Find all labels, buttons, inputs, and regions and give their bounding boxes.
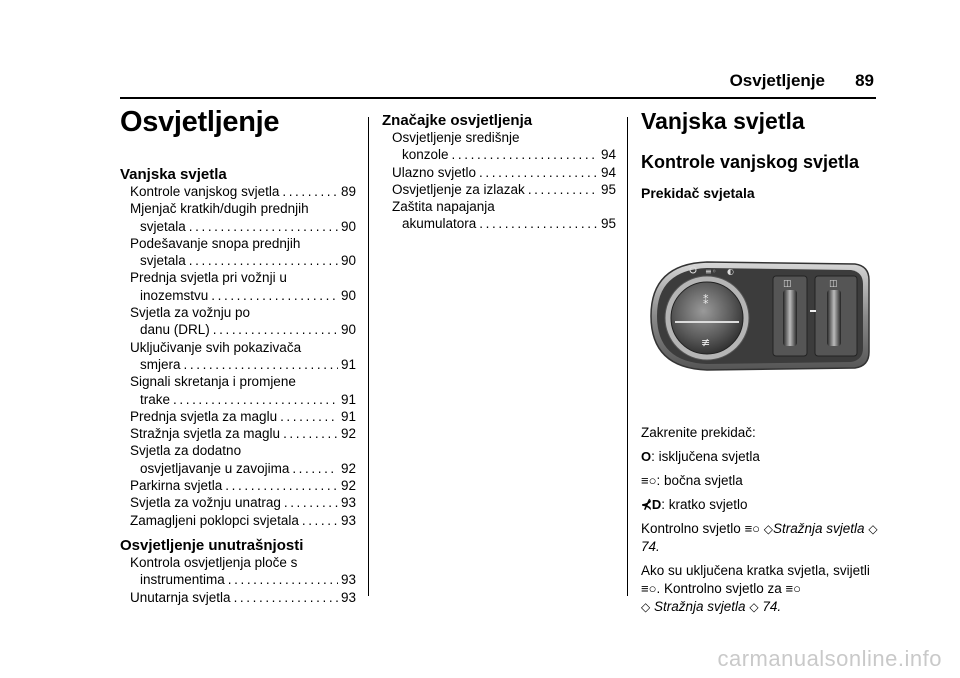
- toc-entry-line: [392, 181, 616, 198]
- toc-leader-dots: [234, 589, 338, 606]
- subsection-heading: Kontrole vanjskog svjetla: [641, 152, 860, 172]
- toc-entry[interactable]: [382, 164, 616, 181]
- toc-entry[interactable]: [120, 235, 356, 270]
- toc-leader-dots: [184, 356, 338, 373]
- section-heading: Vanjska svjetla: [641, 108, 805, 134]
- toc-entry-text: Parkirna svjetla: [130, 478, 223, 494]
- toc-entry-page: 92: [340, 478, 356, 494]
- low-beam-line: [641, 496, 881, 514]
- toc-entry-text: danu (DRL): [140, 322, 210, 338]
- toc-leader-dots: [479, 164, 598, 181]
- toc-entry-text: Svjetla za vožnju unatrag: [130, 495, 281, 511]
- xref-label[interactable]: Stražnja svjetla: [773, 521, 865, 536]
- toc-entry[interactable]: [120, 183, 356, 200]
- toc-entry-page: 94: [600, 164, 616, 180]
- toc-leader-dots: [189, 218, 338, 235]
- toc-entry-text: Unutarnja svjetla: [130, 589, 231, 605]
- toc-entry-text: konzole: [402, 147, 449, 163]
- low-beam-para-text-a: Ako su uključena kratka svjetla, svijetli: [641, 563, 870, 578]
- toc-entry-line: [130, 477, 356, 494]
- toc-leader-dots: [280, 408, 338, 425]
- toc-entry-text: Kontrola osvjetljenja ploče s: [130, 554, 298, 570]
- sidelight-text: : bočna svjetla: [656, 473, 743, 488]
- watermark: carmanualsonline.info: [717, 646, 942, 671]
- toc-entry-page: 94: [600, 147, 616, 163]
- toc-entry[interactable]: [120, 339, 356, 374]
- toc-entry-line: [130, 571, 356, 588]
- toc-leader-dots: [528, 181, 598, 198]
- toc-entry[interactable]: [382, 181, 616, 198]
- xref-label[interactable]: Stražnja svjetla: [654, 599, 746, 614]
- toc-entry-line: [130, 356, 356, 373]
- off-position-text: : isključena svjetla: [651, 449, 760, 464]
- toc-section-heading: Osvjetljenje unutrašnjosti: [120, 536, 304, 554]
- toc-entry-page: 95: [600, 216, 616, 232]
- toc-entry-text: Osvjetljenje središnje: [392, 130, 520, 145]
- toc-leader-dots: [302, 512, 338, 529]
- xref-page[interactable]: 74: [641, 539, 657, 554]
- toc-entry-line: [130, 512, 356, 529]
- toc-col1-container: [120, 166, 356, 606]
- toc-entry-line: [130, 460, 356, 477]
- toc-entry-text: Podešavanje snopa prednjih: [130, 235, 301, 251]
- toc-entry-text: Ulazno svjetlo: [392, 164, 477, 180]
- toc-section-heading: Značajke osvjetljenja: [382, 112, 533, 129]
- toc-leader-dots: [479, 215, 598, 232]
- low-beam-icon: ⊀D: [641, 497, 662, 512]
- toc-leader-dots: [284, 494, 338, 511]
- indicator-paragraph: Kontrolno svjetlo ≡○ ◇Stražnja svjetla ◇ 74.: [641, 521, 878, 554]
- sidelight-icon: ≡○: [641, 581, 657, 596]
- light-switch-figure: [645, 256, 873, 376]
- toc-entry-text: Prednja svjetla za maglu: [130, 408, 278, 424]
- toc-entry-page: 92: [340, 426, 356, 442]
- toc-list: [120, 183, 356, 529]
- toc-entry[interactable]: [120, 425, 356, 442]
- toc-entry-page: 93: [340, 495, 356, 511]
- toc-entry[interactable]: [120, 200, 356, 235]
- toc-entry-text: Svjetla za vožnju po: [130, 305, 251, 321]
- toc-entry-text: Zaštita napajanja: [392, 199, 495, 215]
- toc-leader-dots: [228, 571, 338, 588]
- toc-entry-text: Svjetla za dodatno: [130, 443, 242, 459]
- toc-entry-page: 93: [340, 589, 356, 605]
- toc-entry-line: [130, 425, 356, 442]
- toc-entry[interactable]: [120, 408, 356, 425]
- toc-entry-page: 93: [340, 572, 356, 588]
- toc-leader-dots: [189, 252, 338, 269]
- toc-entry-line: [130, 252, 356, 269]
- column-divider-right: [627, 117, 628, 596]
- toc-entry-line: [392, 164, 616, 181]
- toc-entry-text: Kontrole vanjskog svjetla: [130, 184, 280, 199]
- toc-leader-dots: [282, 183, 338, 200]
- toc-leader-dots: [213, 321, 338, 338]
- toc-entry-page: 91: [340, 356, 356, 372]
- toc-entry[interactable]: [382, 198, 616, 233]
- sidelight-icon: ≡○: [744, 521, 760, 536]
- low-beam-paragraph: Ako su uključena kratka svjetla, svijetli ≡○. Kontrolno svjetlo za ≡○ ◇ Stražnja svjetla ◇ 74.: [641, 563, 870, 614]
- toc-entry[interactable]: [120, 269, 356, 304]
- topic-heading: Prekidač svjetala: [641, 185, 755, 201]
- toc-entry-text: Osvjetljenje za izlazak: [392, 181, 525, 197]
- xref-arrow-icon: ◇: [641, 600, 651, 614]
- sidelight-icon: ≡○: [785, 581, 801, 596]
- sidelight-line: [641, 472, 881, 490]
- intro-paragraph: Zakrenite prekidač:: [641, 425, 756, 440]
- toc-entry[interactable]: [120, 554, 356, 589]
- toc-list: [120, 554, 356, 606]
- xref-page[interactable]: 74: [762, 599, 778, 614]
- toc-entry-line: [392, 146, 616, 163]
- toc-entry-page: 91: [340, 391, 356, 407]
- svg-text:⁑: ⁑: [703, 294, 709, 307]
- svg-text:◐: ◐: [727, 267, 734, 276]
- toc-entry-line: [392, 215, 616, 232]
- toc-entry-line: [130, 589, 356, 606]
- toc-entry-line: [130, 494, 356, 511]
- toc-entry-text: svjetala: [140, 218, 186, 234]
- toc-entry[interactable]: [120, 442, 356, 477]
- toc-entry[interactable]: [120, 494, 356, 511]
- toc-entry-page: 93: [340, 512, 356, 528]
- toc-entry-page: 90: [340, 218, 356, 234]
- toc-entry-text: svjetala: [140, 253, 186, 269]
- toc-entry-page: 91: [340, 408, 356, 424]
- toc-entry-text: akumulatora: [402, 216, 477, 232]
- toc-entry[interactable]: [120, 512, 356, 529]
- toc-column-2: [382, 112, 616, 233]
- toc-entry-line: [130, 408, 356, 425]
- toc-entry-line: [130, 218, 356, 235]
- toc-entry-page: 95: [600, 181, 616, 197]
- toc-entry[interactable]: [120, 373, 356, 408]
- off-symbol: O: [641, 449, 652, 464]
- toc-entry[interactable]: [382, 129, 616, 164]
- svg-text:≢: ≢: [701, 336, 711, 349]
- toc-leader-dots: [292, 460, 338, 477]
- toc-entry-text: inozemstvu: [140, 287, 209, 303]
- low-beam-para-text-b: . Kontrolno svjetlo za: [656, 581, 786, 596]
- toc-column-1: [120, 106, 356, 606]
- column-divider: [368, 117, 369, 596]
- chapter-title: Osvjetljenje: [120, 106, 280, 138]
- svg-text:≡◦: ≡◦: [705, 267, 717, 276]
- svg-text:◫: ◫: [783, 279, 792, 289]
- toc-leader-dots: [225, 477, 338, 494]
- toc-leader-dots: [211, 287, 338, 304]
- page-number: 89: [855, 71, 874, 90]
- toc-list: [382, 129, 616, 233]
- content-column: [641, 108, 881, 622]
- toc-entry[interactable]: [120, 477, 356, 494]
- toc-entry-text: Mjenjač kratkih/dugih prednjih: [130, 201, 309, 217]
- sidelight-icon: ≡○: [641, 473, 657, 488]
- toc-entry-page: 92: [340, 460, 356, 476]
- xref-arrow-icon: ◇: [749, 600, 759, 614]
- toc-leader-dots: [173, 391, 338, 408]
- toc-entry-page: 90: [340, 253, 356, 269]
- toc-leader-dots: [283, 425, 338, 442]
- toc-entry-line: [130, 183, 356, 200]
- toc-col2-container: [382, 112, 616, 233]
- light-switch-illustration: [645, 256, 873, 376]
- toc-entry-text: trake: [140, 391, 171, 407]
- toc-entry-page: 89: [340, 184, 356, 199]
- toc-entry-text: instrumentima: [140, 572, 225, 588]
- off-position-line: [641, 448, 881, 466]
- toc-entry-text: Prednja svjetla pri vožnji u: [130, 270, 287, 286]
- toc-entry-text: osvjetljavanje u zavojima: [140, 460, 290, 476]
- running-header-title: Osvjetljenje: [729, 71, 825, 90]
- toc-entry-page: 90: [340, 287, 356, 303]
- xref-arrow-icon: ◇: [868, 522, 878, 536]
- toc-entry-text: smjera: [140, 356, 181, 372]
- toc-entry-text: Zamagljeni poklopci svjetala: [130, 512, 299, 528]
- toc-section-heading: Vanjska svjetla: [120, 166, 227, 183]
- toc-entry-text: Stražnja svjetla za maglu: [130, 426, 281, 442]
- toc-entry[interactable]: [120, 589, 356, 606]
- indicator-text: Kontrolno svjetlo: [641, 521, 745, 536]
- toc-entry-page: 90: [340, 322, 356, 338]
- toc-leader-dots: [452, 146, 598, 163]
- toc-entry-line: [130, 321, 356, 338]
- svg-text:◫: ◫: [829, 279, 838, 289]
- header-rule: [120, 97, 876, 99]
- toc-entry-text: Uključivanje svih pokazivača: [130, 339, 302, 355]
- toc-entry[interactable]: [120, 304, 356, 339]
- toc-entry-text: Signali skretanja i promjene: [130, 374, 296, 390]
- xref-arrow-icon: ◇: [763, 522, 773, 536]
- switch-description: [641, 424, 881, 616]
- low-beam-text: : kratko svjetlo: [661, 497, 748, 512]
- toc-entry-line: [130, 287, 356, 304]
- toc-entry-line: [130, 391, 356, 408]
